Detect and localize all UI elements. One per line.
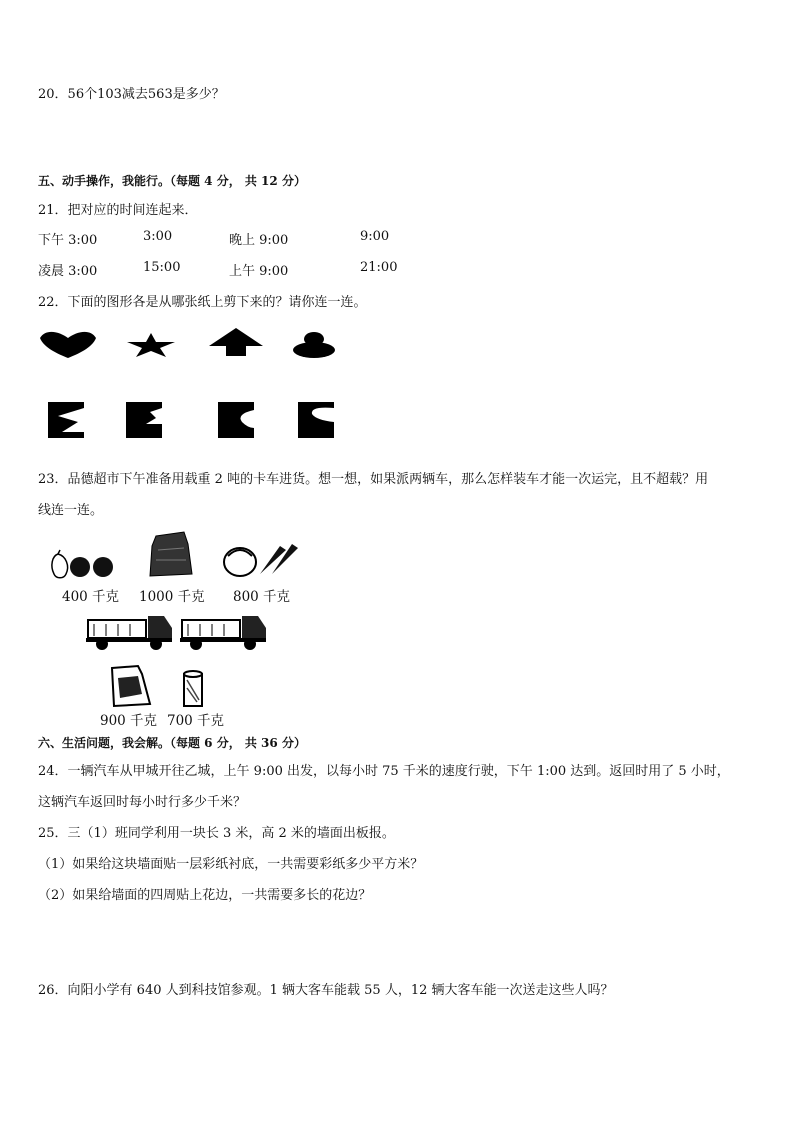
cut-paper-b-icon: [126, 402, 162, 438]
time-label: 9:00: [360, 229, 390, 244]
question-20: 20．56个103减去563是多少？: [38, 87, 225, 102]
cut-paper-a-icon: [48, 402, 84, 438]
question-25-part-2: （2）如果给墙面的四周贴上花边，一共需要多长的花边？: [38, 888, 372, 903]
question-23-line1: 23．品德超市下午准备用载重 2 吨的卡车进货。想一想，如果派两辆车，那么怎样装车才能一次运完，且不超载？用: [38, 472, 709, 487]
truck-icon: [86, 612, 176, 652]
sack-weight-label: 1000 千克: [139, 589, 205, 605]
arrow-shape-icon: [208, 328, 264, 358]
can-icon: [182, 670, 204, 708]
bag-icon: [108, 664, 152, 708]
time-label: 上午 9:00: [229, 264, 289, 279]
time-label: 21:00: [360, 260, 398, 275]
star-shape-icon: [126, 333, 176, 357]
time-label: 3:00: [143, 229, 173, 244]
section-6-heading: 六、生活问题，我会解。（每题 6 分， 共 36 分）: [38, 736, 306, 750]
question-25: 25．三（1）班同学利用一块长 3 米，高 2 米的墙面出板报。: [38, 826, 395, 841]
fruit-icon: [48, 550, 118, 580]
question-24-line2: 这辆汽车返回时每小时行多少千米？: [38, 795, 247, 810]
fruit-weight-label: 400 千克: [62, 589, 120, 605]
question-25-part-1: （1）如果给这块墙面贴一层彩纸衬底，一共需要彩纸多少平方米？: [38, 857, 424, 872]
question-23-line2: 线连一连。: [38, 503, 104, 518]
truck-icon: [180, 612, 270, 652]
question-22: 22．下面的图形各是从哪张纸上剪下来的？请你连一连。: [38, 295, 367, 310]
vegetables-weight-label: 800 千克: [233, 589, 291, 605]
sack-icon: [148, 530, 194, 578]
bag-weight-label: 900 千克: [100, 713, 158, 729]
question-24-line1: 24．一辆汽车从甲城开往乙城，上午 9:00 出发，以每小时 75 千米的速度行驶，下午 1:00 达到。返回时用了 5 小时，: [38, 764, 730, 779]
heart-shape-icon: [38, 330, 98, 360]
question-21: 21．把对应的时间连起来．: [38, 203, 198, 218]
can-weight-label: 700 千克: [167, 713, 225, 729]
time-label: 凌晨 3:00: [38, 264, 98, 279]
gourd-shape-icon: [292, 332, 336, 358]
cut-paper-c-icon: [218, 402, 254, 438]
time-label: 晚上 9:00: [229, 233, 289, 248]
vegetables-icon: [222, 540, 300, 578]
time-label: 15:00: [143, 260, 181, 275]
cut-paper-d-icon: [298, 402, 334, 438]
time-label: 下午 3:00: [38, 233, 98, 248]
question-26: 26．向阳小学有 640 人到科技馆参观。1 辆大客车能载 55 人，12 辆大客车能一次送走这些人吗？: [38, 983, 614, 998]
section-5-heading: 五、动手操作，我能行。（每题 4 分， 共 12 分）: [38, 174, 306, 188]
